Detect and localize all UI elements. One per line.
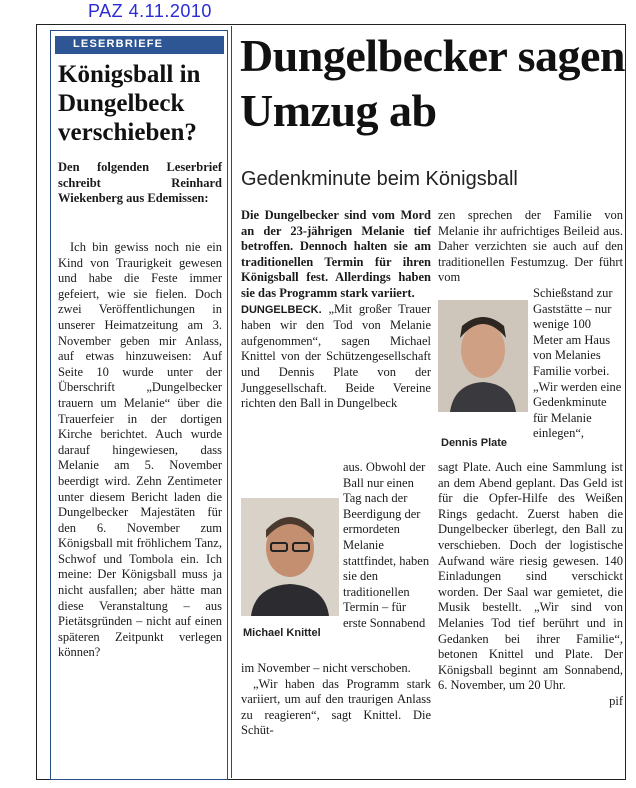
article-column-2 [438, 208, 623, 286]
photo-dennis-plate [438, 300, 528, 412]
letter-headline: Königsball in Dungelbeck verschieben? [58, 61, 201, 146]
article-column-1 [241, 208, 431, 412]
article-subhead: Gedenkminute beim Königsball [241, 168, 518, 190]
caption-michael-knittel: Michael Knittel [243, 627, 321, 639]
column-2-end: sagt Plate. Auch eine Sammlung ist an dem Abend geplant. Das Geld ist für die Opfer-Hilfe des Weißen Rings gedacht. Zuerst haben die Dungelbecker überlegt, den Ball zu verschieben. Doch der logistische Aufwand wäre riesig gewesen. 140 Einladungen sind verschickt worden. Der Saal war gemietet, die Musik bestellt. „Wir sind von Melanies Tod tief berührt und in Gedanken bei ihrer Familie“, betonen Knittel und Plate. Der Königsball beginnt am Sonnabend, 6. November, um 20 Uhr. [438, 460, 623, 693]
portrait-icon [241, 498, 339, 616]
article-column-1-end [241, 661, 431, 739]
caption-dennis-plate: Dennis Plate [441, 437, 508, 449]
article-column-2-end [438, 460, 623, 710]
article-headline: Dungelbecker sagen Umzug ab [240, 30, 625, 136]
section-tag: LESERBRIEFE [55, 36, 224, 54]
dateline: DUNGELBECK. [241, 303, 322, 316]
author-signature: pif [609, 693, 623, 708]
column-2-wrap: Schießstand zur Gaststätte – nur wenige 100 Meter am Haus von Melanies Familie vorbei. „Wir werden eine Gedenkminute für Melanie einlegen“, [533, 286, 622, 441]
paragraph-1-end: im November – nicht verschoben. [241, 661, 411, 675]
article-paragraph-1 [241, 302, 431, 412]
portrait-icon [438, 300, 528, 412]
paragraph-1-wrap: aus. Obwohl der Ball nur einen Tag nach der Beerdigung der ermordeten Melanie stattfindet, haben sie den traditionellen Termin – für erste Sonnabend [343, 460, 430, 630]
article-paragraph-2: „Wir haben das Programm stark variiert, um auf den traurigen Anlass zu reagieren“, sagt Knittel. Die Schüt- [241, 676, 431, 738]
paragraph-1-start: „Mit großer Trauer haben wir den Tod von Melanie aufgenommen“, sagen Michael Knittel von der Schützengesellschaft und Dennis Plate von der Junggesellschaft. Beide Vereine richten den Ball in Dungelbeck [241, 301, 432, 411]
photo-michael-knittel [241, 498, 339, 616]
letter-body: Ich bin gewiss noch nie ein Kind von Traurigkeit gewesen und habe die Feste immer gefeiert, wie sie fielen. Doch zwei Veröffentlichungen in unserer Heimatzeitung am 3. November geben mir Anlass, auf etwas hinzuweisen: Auf Seite 10 wurde unter der Überschrift „Dungelbecker trauern um Melanie“ über die Trauerfeier in der dortigen Kirche berichtet. Auch wurde darauf hingewiesen, dass Melanie am 5. November beerdigt wird. Zehn Zentimeter unter diesem Bericht laden die Dungelbecker Majestäten für den 6. November zum Königsball mit fröhlichem Tanz, Schwof und Tombola ein. Ich meine: Der Königsball muss ja nicht ausfallen; aber hätte man diese Veranstaltung – aus Pietätsgründen – nicht auf einen späteren Zeitpunkt verlegen können? [58, 240, 222, 660]
column-divider [231, 26, 232, 778]
article-lead: Die Dungelbecker sind vom Mord an der 23-jährigen Melanie tief betroffen. Dennoch halten sie am traditionellen Termin für ihren Königsball fest. Allerdings haben sie das Programm stark variiert. [241, 208, 431, 300]
column-2-start: zen sprechen der Familie von Melanie ihr aufrichtiges Beileid aus. Daher verzichten sie auch auf den traditionellen Festumzug. Der führt vom [438, 208, 623, 285]
letter-intro: Den folgenden Leserbrief schreibt Reinhard Wiekenberg aus Edemissen: [58, 160, 222, 205]
date-stamp: PAZ 4.11.2010 [88, 1, 212, 21]
